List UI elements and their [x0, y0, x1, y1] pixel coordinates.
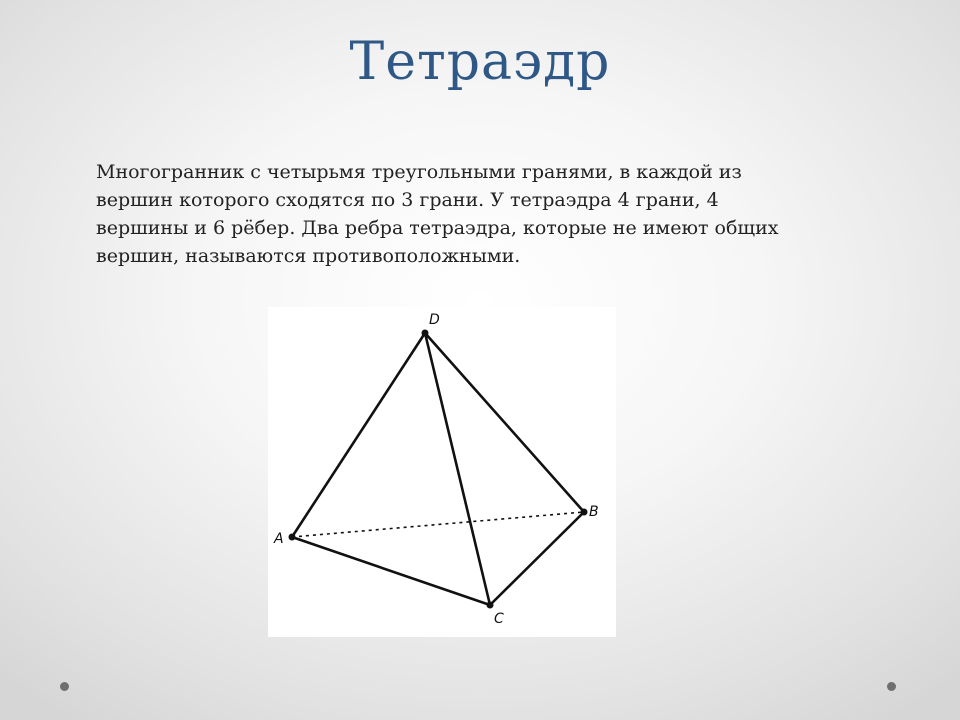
body-line-2: вершин которого сходятся по 3 грани. У тетраэдра 4 грани, 4	[96, 189, 719, 211]
vertex-point-c	[487, 602, 494, 609]
edge-db	[425, 333, 584, 512]
edge-ab-hidden	[292, 512, 584, 537]
body-line-4: вершин, называются противоположными.	[96, 245, 521, 267]
vertex-point-b	[581, 509, 588, 516]
vertex-label-b: B	[589, 504, 599, 520]
tetrahedron-figure	[268, 307, 616, 637]
vertex-label-c: C	[494, 611, 504, 627]
vertex-label-a: A	[274, 531, 284, 547]
body-line-1: Многогранник с четырьмя треугольными гранями, в каждой из	[96, 161, 742, 183]
body-line-3: вершины и 6 рёбер. Два ребра тетраэдра, которые не имеют общих	[96, 217, 779, 239]
vertex-point-d	[422, 330, 429, 337]
slide-body-text	[96, 158, 876, 270]
edge-da	[292, 333, 425, 537]
edge-cb	[490, 512, 584, 605]
tetrahedron-drawing	[268, 307, 616, 637]
edge-ac	[292, 537, 490, 605]
slide-title: Тетраэдр	[349, 32, 611, 92]
prev-slide-dot[interactable]	[60, 682, 69, 691]
vertex-point-a	[289, 534, 296, 541]
vertex-label-d: D	[429, 312, 440, 328]
edge-dc	[425, 333, 490, 605]
next-slide-dot[interactable]	[887, 682, 896, 691]
